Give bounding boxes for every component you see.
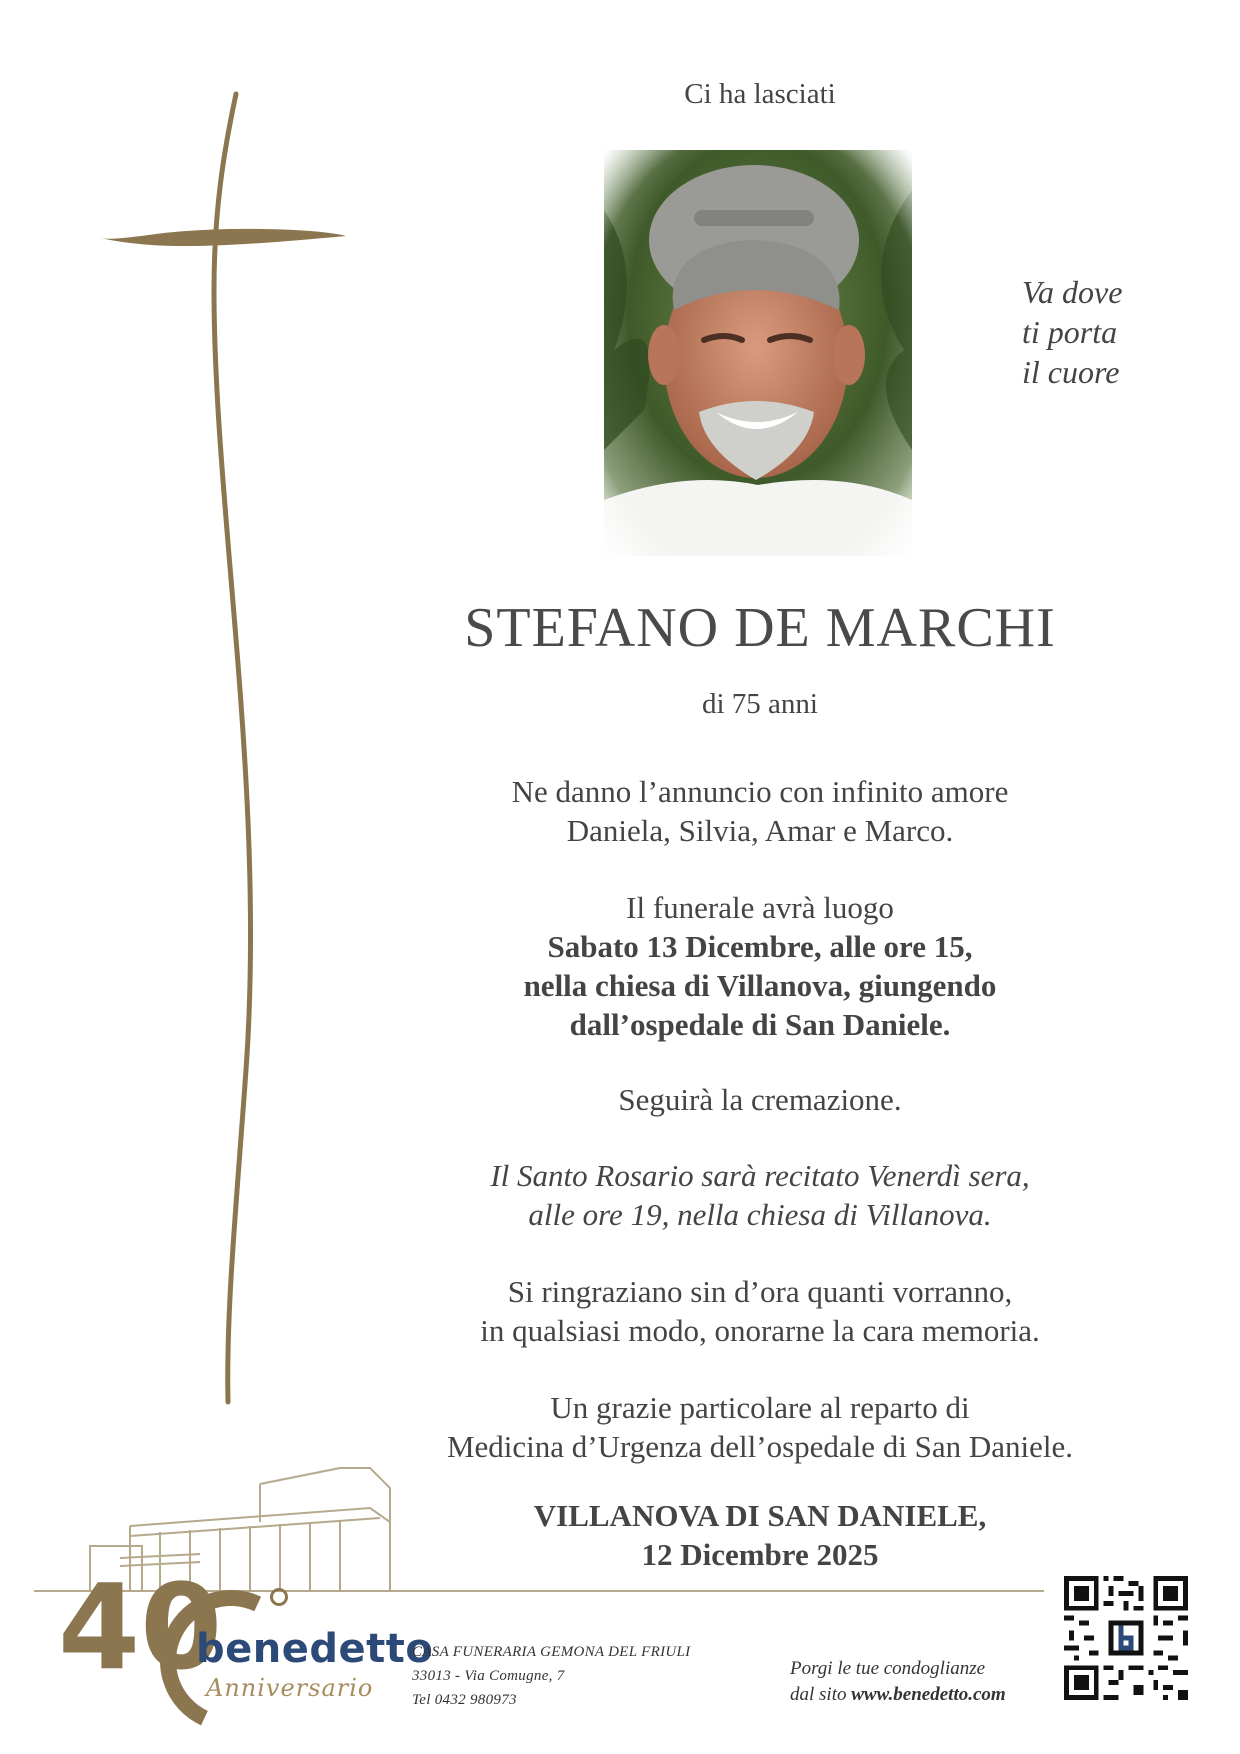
logo-subtitle: Anniversario: [206, 1674, 374, 1702]
logo-brand: benedetto: [196, 1626, 434, 1672]
funeral-line: Sabato 13 Dicembre, alle ore 15,: [547, 929, 973, 964]
logo-degree-icon: [270, 1588, 288, 1606]
funeral-line: dall’ospedale di San Daniele.: [569, 1007, 951, 1042]
cross-icon: [96, 90, 356, 1410]
funeral-line: nella chiesa di Villanova, giungendo: [523, 968, 997, 1003]
special-thanks-line: Medicina d’Urgenza dell’ospedale di San Daniele.: [446, 1429, 1074, 1464]
funeral-line: Il funerale avrà luogo: [626, 890, 894, 925]
motto-line: Va dove: [1022, 274, 1123, 310]
rosary-line: Il Santo Rosario sarà recitato Venerdì sera,: [490, 1158, 1030, 1193]
age-text: di 75 anni: [702, 688, 818, 720]
motto: [1022, 272, 1122, 392]
qr-code-icon[interactable]: [1064, 1576, 1188, 1700]
deceased-name: STEFANO DE MARCHI: [464, 597, 1056, 659]
intro-text: Ci ha lasciati: [684, 78, 836, 110]
logo-number: 40: [58, 1558, 223, 1696]
address-line: 33013 - Via Comugne, 7: [412, 1668, 565, 1684]
address-line: CASA FUNERARIA GEMONA DEL FRIULI: [412, 1644, 691, 1660]
portrait-photo: [604, 150, 912, 556]
announcement-line: Ne danno l’annuncio con infinito amore: [511, 774, 1009, 809]
thanks-line: in qualsiasi modo, onorarne la cara memoria.: [480, 1313, 1040, 1348]
place-date: [370, 1496, 1150, 1574]
date-line: 12 Dicembre 2025: [641, 1537, 879, 1572]
condolences-line: [790, 1682, 1006, 1708]
announcement: [370, 772, 1150, 850]
thanks-note: [370, 1272, 1150, 1350]
website-link[interactable]: www.benedetto.com: [851, 1684, 1006, 1705]
funeral-details: [370, 888, 1150, 1044]
phone-line: Tel 0432 980973: [412, 1692, 517, 1708]
condolences-prefix: dal sito: [790, 1684, 852, 1705]
thanks-line: Si ringraziano sin d’ora quanti vorranno,: [507, 1274, 1013, 1309]
motto-line: ti porta: [1022, 314, 1118, 350]
condolences-note: [790, 1656, 1006, 1708]
cremation-note: Seguirà la cremazione.: [618, 1082, 902, 1117]
special-thanks: [370, 1388, 1150, 1466]
rosary-note: [370, 1156, 1150, 1234]
motto-line: il cuore: [1022, 354, 1120, 390]
special-thanks-line: Un grazie particolare al reparto di: [550, 1390, 970, 1425]
place-line: VILLANOVA DI SAN DANIELE,: [533, 1498, 987, 1533]
funeral-home-address: [412, 1640, 690, 1712]
condolences-line: Porgi le tue condoglianze: [790, 1658, 986, 1679]
rosary-line: alle ore 19, nella chiesa di Villanova.: [528, 1197, 992, 1232]
announcement-line: Daniela, Silvia, Amar e Marco.: [566, 813, 954, 848]
